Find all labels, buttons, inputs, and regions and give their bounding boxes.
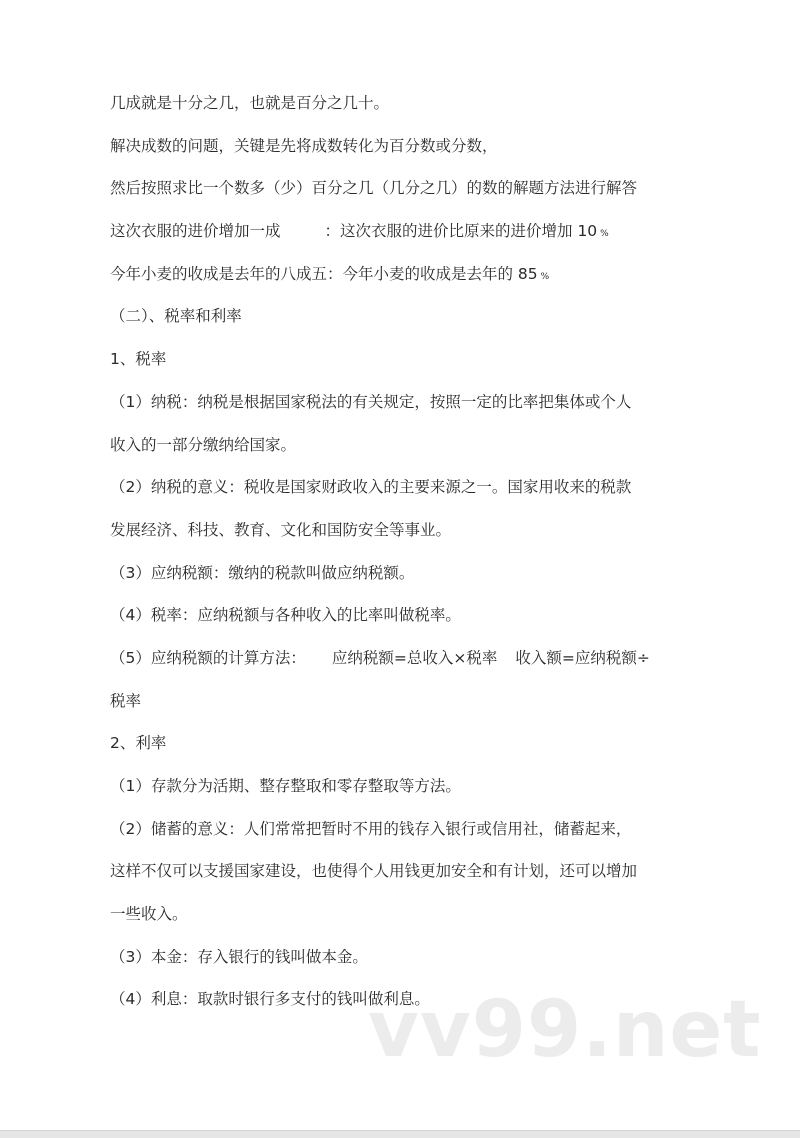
- text-line: 收入的一部分缴纳给国家。: [110, 435, 297, 454]
- text-line: （3）应纳税额：缴纳的税款叫做应纳税额。: [110, 563, 415, 582]
- text-line: （4）利息：取款时银行多支付的钱叫做利息。: [110, 990, 430, 1009]
- text-line: 税率: [110, 691, 142, 710]
- text-segment: （5）应纳税额的计算方法：: [110, 648, 306, 667]
- text-line: 发展经济、科技、教育、文化和国防安全等事业。: [110, 520, 452, 539]
- text-line: 解决成数的问题，关键是先将成数转化为百分数或分数，: [110, 136, 498, 155]
- text-line: 这样不仅可以支援国家建设，也使得个人用钱更加安全和有计划，还可以增加: [110, 862, 638, 881]
- document-page: [110, 82, 710, 1021]
- text-line: [110, 253, 710, 296]
- text-line: （2）储蓄的意义：人们常常把暂时不用的钱存入银行或信用社，储蓄起来，: [110, 819, 632, 838]
- text-line: （4）税率：应纳税额与各种收入的比率叫做税率。: [110, 606, 461, 625]
- formula: 应纳税额=总收入×税率: [331, 648, 498, 667]
- text-line: 然后按照求比一个数多（少）百分之几（几分之几）的数的解题方法进行解答: [110, 179, 638, 198]
- subsection-heading: 2、利率: [110, 734, 167, 753]
- text-line: （3）本金：存入银行的钱叫做本金。: [110, 947, 368, 966]
- subsection-heading: 1、税率: [110, 350, 167, 369]
- text-line: （1）存款分为活期、整存整取和零存整取等方法。: [110, 777, 461, 795]
- text-segment: 这次衣服的进价增加一成: [110, 222, 281, 241]
- percent-sign: %: [540, 271, 550, 282]
- text-line: （1）纳税：纳税是根据国家税法的有关规定，按照一定的比率把集体或个人: [110, 392, 632, 411]
- text-line: （2）纳税的意义：税收是国家财政收入的主要来源之一。国家用收来的税款: [110, 478, 632, 497]
- text-line: 几成就是十分之几，也就是百分之几十。: [110, 94, 390, 112]
- text-segment: 今年小麦的收成是去年的八成五：今年小麦的收成是去年的 85: [110, 264, 538, 283]
- watermark: vv99.net: [368, 985, 762, 1075]
- text-segment: ：这次衣服的进价比原来的进价增加 10: [324, 222, 598, 241]
- section-heading: （二）、税率和利率: [110, 307, 242, 326]
- formula: 收入额=应纳税额÷: [515, 648, 650, 667]
- text-line: 一些收入。: [110, 905, 188, 924]
- text-line: [110, 210, 710, 253]
- percent-sign: %: [600, 229, 609, 240]
- text-line: [110, 637, 710, 680]
